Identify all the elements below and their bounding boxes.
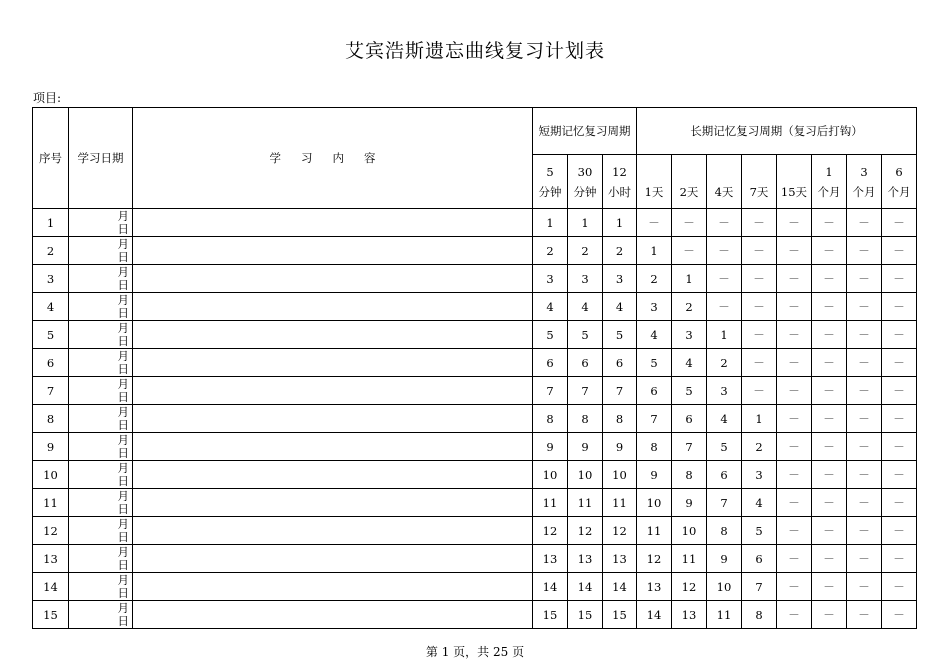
review-cell[interactable]: 14	[568, 573, 603, 601]
row-seq: 12	[33, 517, 69, 545]
review-cell[interactable]: －	[707, 209, 742, 237]
review-cell[interactable]: 5	[568, 321, 603, 349]
row-date-field[interactable]	[69, 321, 133, 349]
header-long-term: 长期记忆复习周期（复习后打钩）	[637, 108, 917, 155]
review-cell[interactable]: －	[672, 237, 707, 265]
review-cell[interactable]: 4	[742, 489, 777, 517]
review-cell[interactable]: 10	[637, 489, 672, 517]
review-cell[interactable]: 8	[603, 405, 637, 433]
header-seq: 序号	[33, 108, 69, 209]
review-cell[interactable]: 9	[637, 461, 672, 489]
review-cell[interactable]: －	[777, 489, 812, 517]
row-content-field[interactable]	[133, 237, 533, 265]
interval-unit: 分钟	[538, 184, 562, 199]
row-date-field[interactable]	[69, 433, 133, 461]
review-cell[interactable]: －	[777, 461, 812, 489]
header-interval-0	[533, 155, 568, 209]
month-label: 月	[117, 349, 129, 363]
row-seq: 11	[33, 489, 69, 517]
month-label: 月	[117, 321, 129, 335]
review-cell[interactable]: －	[882, 209, 917, 237]
review-cell[interactable]: －	[777, 601, 812, 629]
review-cell[interactable]: 4	[603, 293, 637, 321]
row-seq: 13	[33, 545, 69, 573]
review-cell[interactable]: 3	[637, 293, 672, 321]
review-cell[interactable]: 8	[742, 601, 777, 629]
review-cell[interactable]: －	[812, 209, 847, 237]
row-content-field[interactable]	[133, 293, 533, 321]
review-cell[interactable]: －	[707, 237, 742, 265]
review-cell[interactable]: －	[847, 405, 882, 433]
review-cell[interactable]: 10	[603, 461, 637, 489]
review-cell[interactable]: 1	[568, 209, 603, 237]
review-cell[interactable]: 14	[603, 573, 637, 601]
interval-value: 12	[612, 164, 627, 179]
review-cell[interactable]: －	[777, 349, 812, 377]
table-row	[33, 433, 917, 461]
review-cell[interactable]: －	[742, 293, 777, 321]
review-cell[interactable]: －	[847, 601, 882, 629]
review-cell[interactable]: 5	[603, 321, 637, 349]
table-row	[33, 293, 917, 321]
review-cell[interactable]: －	[812, 405, 847, 433]
day-label: 日	[117, 334, 129, 348]
header-short-term: 短期记忆复习周期	[533, 108, 637, 155]
month-label: 月	[117, 517, 129, 531]
row-content-field[interactable]	[133, 601, 533, 629]
review-cell[interactable]: －	[882, 237, 917, 265]
review-cell[interactable]: 10	[672, 517, 707, 545]
row-content-field[interactable]	[133, 209, 533, 237]
review-cell[interactable]: －	[812, 489, 847, 517]
review-cell[interactable]: 5	[672, 377, 707, 405]
review-cell[interactable]: 3	[707, 377, 742, 405]
month-label: 月	[117, 405, 129, 419]
interval-value: 6	[895, 164, 903, 179]
row-date-field[interactable]	[69, 209, 133, 237]
review-cell[interactable]: 12	[637, 545, 672, 573]
review-cell[interactable]: －	[812, 293, 847, 321]
review-cell[interactable]: －	[812, 517, 847, 545]
interval-unit: 个月	[887, 184, 911, 199]
row-content-field[interactable]	[133, 461, 533, 489]
row-content-field[interactable]	[133, 573, 533, 601]
table-row	[33, 545, 917, 573]
review-cell[interactable]: －	[812, 545, 847, 573]
review-cell[interactable]: －	[847, 209, 882, 237]
day-label: 日	[117, 474, 129, 488]
day-label: 日	[117, 614, 129, 628]
row-content-field[interactable]	[133, 545, 533, 573]
interval-value: 30	[577, 164, 593, 179]
page-title: 艾宾浩斯遗忘曲线复习计划表	[344, 40, 605, 62]
row-seq: 9	[33, 433, 69, 461]
review-cell[interactable]: －	[637, 209, 672, 237]
review-cell[interactable]: 9	[533, 433, 568, 461]
table-row	[33, 377, 917, 405]
review-cell[interactable]: 6	[707, 461, 742, 489]
interval-unit: 个月	[817, 184, 841, 199]
review-cell[interactable]: －	[847, 265, 882, 293]
review-cell[interactable]: 11	[637, 517, 672, 545]
review-cell[interactable]: －	[847, 461, 882, 489]
month-label: 月	[117, 489, 129, 503]
row-date-field[interactable]	[69, 265, 133, 293]
row-content-field[interactable]	[133, 321, 533, 349]
review-cell[interactable]: 10	[533, 461, 568, 489]
header-interval-9	[847, 155, 882, 209]
row-date-field[interactable]	[69, 517, 133, 545]
month-label: 月	[117, 237, 129, 251]
review-cell[interactable]: 7	[568, 377, 603, 405]
page-footer: 第 1 页，共 25 页	[425, 645, 525, 659]
review-cell[interactable]: 3	[603, 265, 637, 293]
review-cell[interactable]: －	[847, 433, 882, 461]
review-cell[interactable]: 7	[637, 405, 672, 433]
review-cell[interactable]: －	[882, 349, 917, 377]
review-cell[interactable]: －	[847, 489, 882, 517]
review-cell[interactable]: 2	[742, 433, 777, 461]
day-label: 日	[117, 278, 129, 292]
review-cell[interactable]: －	[777, 517, 812, 545]
day-label: 日	[117, 390, 129, 404]
row-seq: 7	[33, 377, 69, 405]
row-content-field[interactable]	[133, 349, 533, 377]
review-cell[interactable]: －	[742, 377, 777, 405]
review-cell[interactable]: 6	[637, 377, 672, 405]
header-interval-8	[812, 155, 847, 209]
review-cell[interactable]: 8	[637, 433, 672, 461]
review-cell[interactable]: 11	[533, 489, 568, 517]
month-label: 月	[117, 377, 129, 391]
table-row	[33, 601, 917, 629]
review-cell[interactable]: 12	[672, 573, 707, 601]
row-seq: 15	[33, 601, 69, 629]
review-cell[interactable]: 11	[603, 489, 637, 517]
interval-value	[637, 162, 671, 182]
row-date-field[interactable]	[69, 237, 133, 265]
review-cell[interactable]: －	[777, 545, 812, 573]
review-cell[interactable]: 1	[533, 209, 568, 237]
row-seq: 6	[33, 349, 69, 377]
day-label: 日	[117, 502, 129, 516]
review-cell[interactable]: －	[847, 377, 882, 405]
day-label: 日	[117, 446, 129, 460]
review-cell[interactable]: 7	[603, 377, 637, 405]
month-label: 月	[117, 433, 129, 447]
interval-value	[742, 162, 776, 182]
review-cell[interactable]: 4	[533, 293, 568, 321]
review-cell[interactable]: －	[742, 349, 777, 377]
review-cell[interactable]: 9	[603, 433, 637, 461]
table-row	[33, 573, 917, 601]
review-cell[interactable]: －	[742, 209, 777, 237]
review-cell[interactable]: 5	[742, 517, 777, 545]
row-content-field[interactable]	[133, 489, 533, 517]
review-cell[interactable]: 2	[707, 349, 742, 377]
review-cell[interactable]: 6	[533, 349, 568, 377]
review-cell[interactable]: －	[847, 321, 882, 349]
review-cell[interactable]: 7	[707, 489, 742, 517]
review-cell[interactable]: －	[812, 377, 847, 405]
row-date-field[interactable]	[69, 489, 133, 517]
review-cell[interactable]: 6	[603, 349, 637, 377]
review-plan-table	[32, 107, 917, 629]
month-label: 月	[117, 601, 129, 615]
review-cell[interactable]: －	[777, 321, 812, 349]
review-cell[interactable]: －	[847, 545, 882, 573]
review-cell[interactable]: 3	[742, 461, 777, 489]
header-interval-5	[707, 155, 742, 209]
review-cell[interactable]: 5	[533, 321, 568, 349]
review-cell[interactable]: 7	[533, 377, 568, 405]
review-cell[interactable]: －	[742, 237, 777, 265]
review-cell[interactable]: －	[882, 377, 917, 405]
row-seq: 2	[33, 237, 69, 265]
review-cell[interactable]: －	[882, 573, 917, 601]
row-seq: 3	[33, 265, 69, 293]
header-interval-10	[882, 155, 917, 209]
row-date-field[interactable]	[69, 601, 133, 629]
review-cell[interactable]: －	[672, 209, 707, 237]
header-interval-7	[777, 155, 812, 209]
review-cell[interactable]: －	[777, 293, 812, 321]
row-date-field[interactable]	[69, 545, 133, 573]
review-cell[interactable]: 12	[533, 517, 568, 545]
review-cell[interactable]: 10	[707, 573, 742, 601]
review-cell[interactable]: 2	[533, 237, 568, 265]
review-cell[interactable]: －	[847, 293, 882, 321]
review-cell[interactable]: －	[847, 573, 882, 601]
row-seq: 8	[33, 405, 69, 433]
review-cell[interactable]: 11	[568, 489, 603, 517]
review-cell[interactable]: －	[742, 321, 777, 349]
review-cell[interactable]: －	[777, 265, 812, 293]
review-cell[interactable]: 11	[672, 545, 707, 573]
review-cell[interactable]: 9	[568, 433, 603, 461]
day-label: 日	[117, 362, 129, 376]
review-cell[interactable]: 15	[533, 601, 568, 629]
review-cell[interactable]: 1	[603, 209, 637, 237]
review-cell[interactable]: 11	[707, 601, 742, 629]
table-row	[33, 517, 917, 545]
row-seq: 4	[33, 293, 69, 321]
review-cell[interactable]: 13	[637, 573, 672, 601]
review-cell[interactable]: －	[882, 405, 917, 433]
review-cell[interactable]: －	[812, 237, 847, 265]
review-cell[interactable]: －	[777, 237, 812, 265]
review-cell[interactable]: 13	[568, 545, 603, 573]
review-cell[interactable]: 13	[672, 601, 707, 629]
review-cell[interactable]: 1	[637, 237, 672, 265]
table-row	[33, 461, 917, 489]
row-content-field[interactable]	[133, 265, 533, 293]
day-label: 日	[117, 530, 129, 544]
review-cell[interactable]: 13	[533, 545, 568, 573]
row-seq: 5	[33, 321, 69, 349]
review-cell[interactable]: －	[882, 545, 917, 573]
interval-value	[672, 162, 706, 182]
interval-value: 5	[546, 164, 554, 179]
row-date-field[interactable]	[69, 349, 133, 377]
day-label: 日	[117, 222, 129, 236]
review-cell[interactable]: 1	[672, 265, 707, 293]
header-interval-4	[672, 155, 707, 209]
review-cell[interactable]: －	[777, 433, 812, 461]
month-label: 月	[117, 209, 129, 223]
day-label: 日	[117, 418, 129, 432]
review-cell[interactable]: 4	[637, 321, 672, 349]
table-row	[33, 237, 917, 265]
header-interval-2	[603, 155, 637, 209]
review-cell[interactable]: －	[882, 517, 917, 545]
day-label: 日	[117, 250, 129, 264]
month-label: 月	[117, 545, 129, 559]
row-content-field[interactable]	[133, 517, 533, 545]
review-cell[interactable]: 8	[672, 461, 707, 489]
review-cell[interactable]: 5	[707, 433, 742, 461]
interval-unit: 1天	[644, 184, 664, 199]
review-cell[interactable]: －	[812, 461, 847, 489]
review-cell[interactable]: －	[777, 377, 812, 405]
review-cell[interactable]: 3	[533, 265, 568, 293]
review-cell[interactable]: －	[742, 265, 777, 293]
row-seq: 10	[33, 461, 69, 489]
review-cell[interactable]: －	[707, 265, 742, 293]
review-cell[interactable]: －	[882, 601, 917, 629]
review-cell[interactable]: 6	[672, 405, 707, 433]
project-label: 项目:	[33, 91, 62, 105]
interval-unit: 4天	[714, 184, 734, 199]
row-date-field[interactable]	[69, 293, 133, 321]
interval-value: 1	[825, 164, 833, 179]
review-cell[interactable]: 1	[742, 405, 777, 433]
table-row	[33, 349, 917, 377]
review-cell[interactable]: 8	[568, 405, 603, 433]
interval-value	[777, 162, 811, 182]
review-cell[interactable]: 4	[672, 349, 707, 377]
month-label: 月	[117, 573, 129, 587]
review-cell[interactable]: －	[777, 405, 812, 433]
review-cell[interactable]: 4	[568, 293, 603, 321]
review-cell[interactable]: －	[882, 321, 917, 349]
review-cell[interactable]: －	[812, 321, 847, 349]
header-date: 学习日期	[69, 108, 133, 209]
review-cell[interactable]: 8	[533, 405, 568, 433]
row-seq: 1	[33, 209, 69, 237]
review-cell[interactable]: 7	[672, 433, 707, 461]
review-cell[interactable]: 2	[672, 293, 707, 321]
review-cell[interactable]: －	[812, 433, 847, 461]
review-cell[interactable]: 9	[707, 545, 742, 573]
row-content-field[interactable]	[133, 433, 533, 461]
review-cell[interactable]: 2	[603, 237, 637, 265]
review-cell[interactable]: 2	[568, 237, 603, 265]
day-label: 日	[117, 558, 129, 572]
review-cell[interactable]: 8	[707, 517, 742, 545]
interval-unit: 2天	[679, 184, 699, 199]
header-interval-6	[742, 155, 777, 209]
review-cell[interactable]: 4	[707, 405, 742, 433]
table-row	[33, 265, 917, 293]
review-cell[interactable]: －	[882, 433, 917, 461]
table-row	[33, 209, 917, 237]
review-cell[interactable]: 14	[533, 573, 568, 601]
month-label: 月	[117, 293, 129, 307]
month-label: 月	[117, 461, 129, 475]
review-cell[interactable]: －	[707, 293, 742, 321]
interval-unit: 分钟	[573, 184, 597, 199]
review-cell[interactable]: 2	[637, 265, 672, 293]
row-date-field[interactable]	[69, 573, 133, 601]
review-cell[interactable]: 12	[568, 517, 603, 545]
review-cell[interactable]: －	[812, 573, 847, 601]
review-cell[interactable]: 15	[603, 601, 637, 629]
review-cell[interactable]: －	[882, 293, 917, 321]
row-seq: 14	[33, 573, 69, 601]
interval-unit: 个月	[852, 184, 876, 199]
header-content: 学习内容	[133, 108, 533, 209]
row-date-field[interactable]	[69, 377, 133, 405]
review-cell[interactable]: －	[812, 601, 847, 629]
month-label: 月	[117, 265, 129, 279]
review-cell[interactable]: 6	[742, 545, 777, 573]
interval-unit: 小时	[608, 184, 631, 199]
review-cell[interactable]: 12	[603, 517, 637, 545]
review-cell[interactable]: 10	[568, 461, 603, 489]
interval-value: 3	[860, 164, 868, 179]
interval-unit: 7天	[749, 184, 769, 199]
table-row	[33, 405, 917, 433]
review-cell[interactable]: －	[777, 209, 812, 237]
row-content-field[interactable]	[133, 377, 533, 405]
review-cell[interactable]: －	[882, 265, 917, 293]
interval-unit: 15天	[780, 184, 808, 199]
review-cell[interactable]: －	[882, 489, 917, 517]
review-cell[interactable]: －	[777, 573, 812, 601]
review-cell[interactable]: 15	[568, 601, 603, 629]
review-cell[interactable]: －	[882, 461, 917, 489]
table-row	[33, 321, 917, 349]
review-cell[interactable]: 6	[568, 349, 603, 377]
row-content-field[interactable]	[133, 405, 533, 433]
review-cell[interactable]: －	[812, 265, 847, 293]
review-cell[interactable]: －	[847, 517, 882, 545]
header-interval-1	[568, 155, 603, 209]
table-row	[33, 489, 917, 517]
review-cell[interactable]: －	[847, 237, 882, 265]
header-interval-3	[637, 155, 672, 209]
review-cell[interactable]: 3	[672, 321, 707, 349]
review-cell[interactable]: －	[847, 349, 882, 377]
review-cell[interactable]: 14	[637, 601, 672, 629]
review-cell[interactable]: 7	[742, 573, 777, 601]
interval-value	[707, 162, 741, 182]
review-cell[interactable]: 3	[568, 265, 603, 293]
day-label: 日	[117, 306, 129, 320]
row-date-field[interactable]	[69, 405, 133, 433]
day-label: 日	[117, 586, 129, 600]
row-date-field[interactable]	[69, 461, 133, 489]
review-cell[interactable]: 13	[603, 545, 637, 573]
review-cell[interactable]: －	[812, 349, 847, 377]
review-cell[interactable]: 9	[672, 489, 707, 517]
review-cell[interactable]: 1	[707, 321, 742, 349]
review-cell[interactable]: 5	[637, 349, 672, 377]
